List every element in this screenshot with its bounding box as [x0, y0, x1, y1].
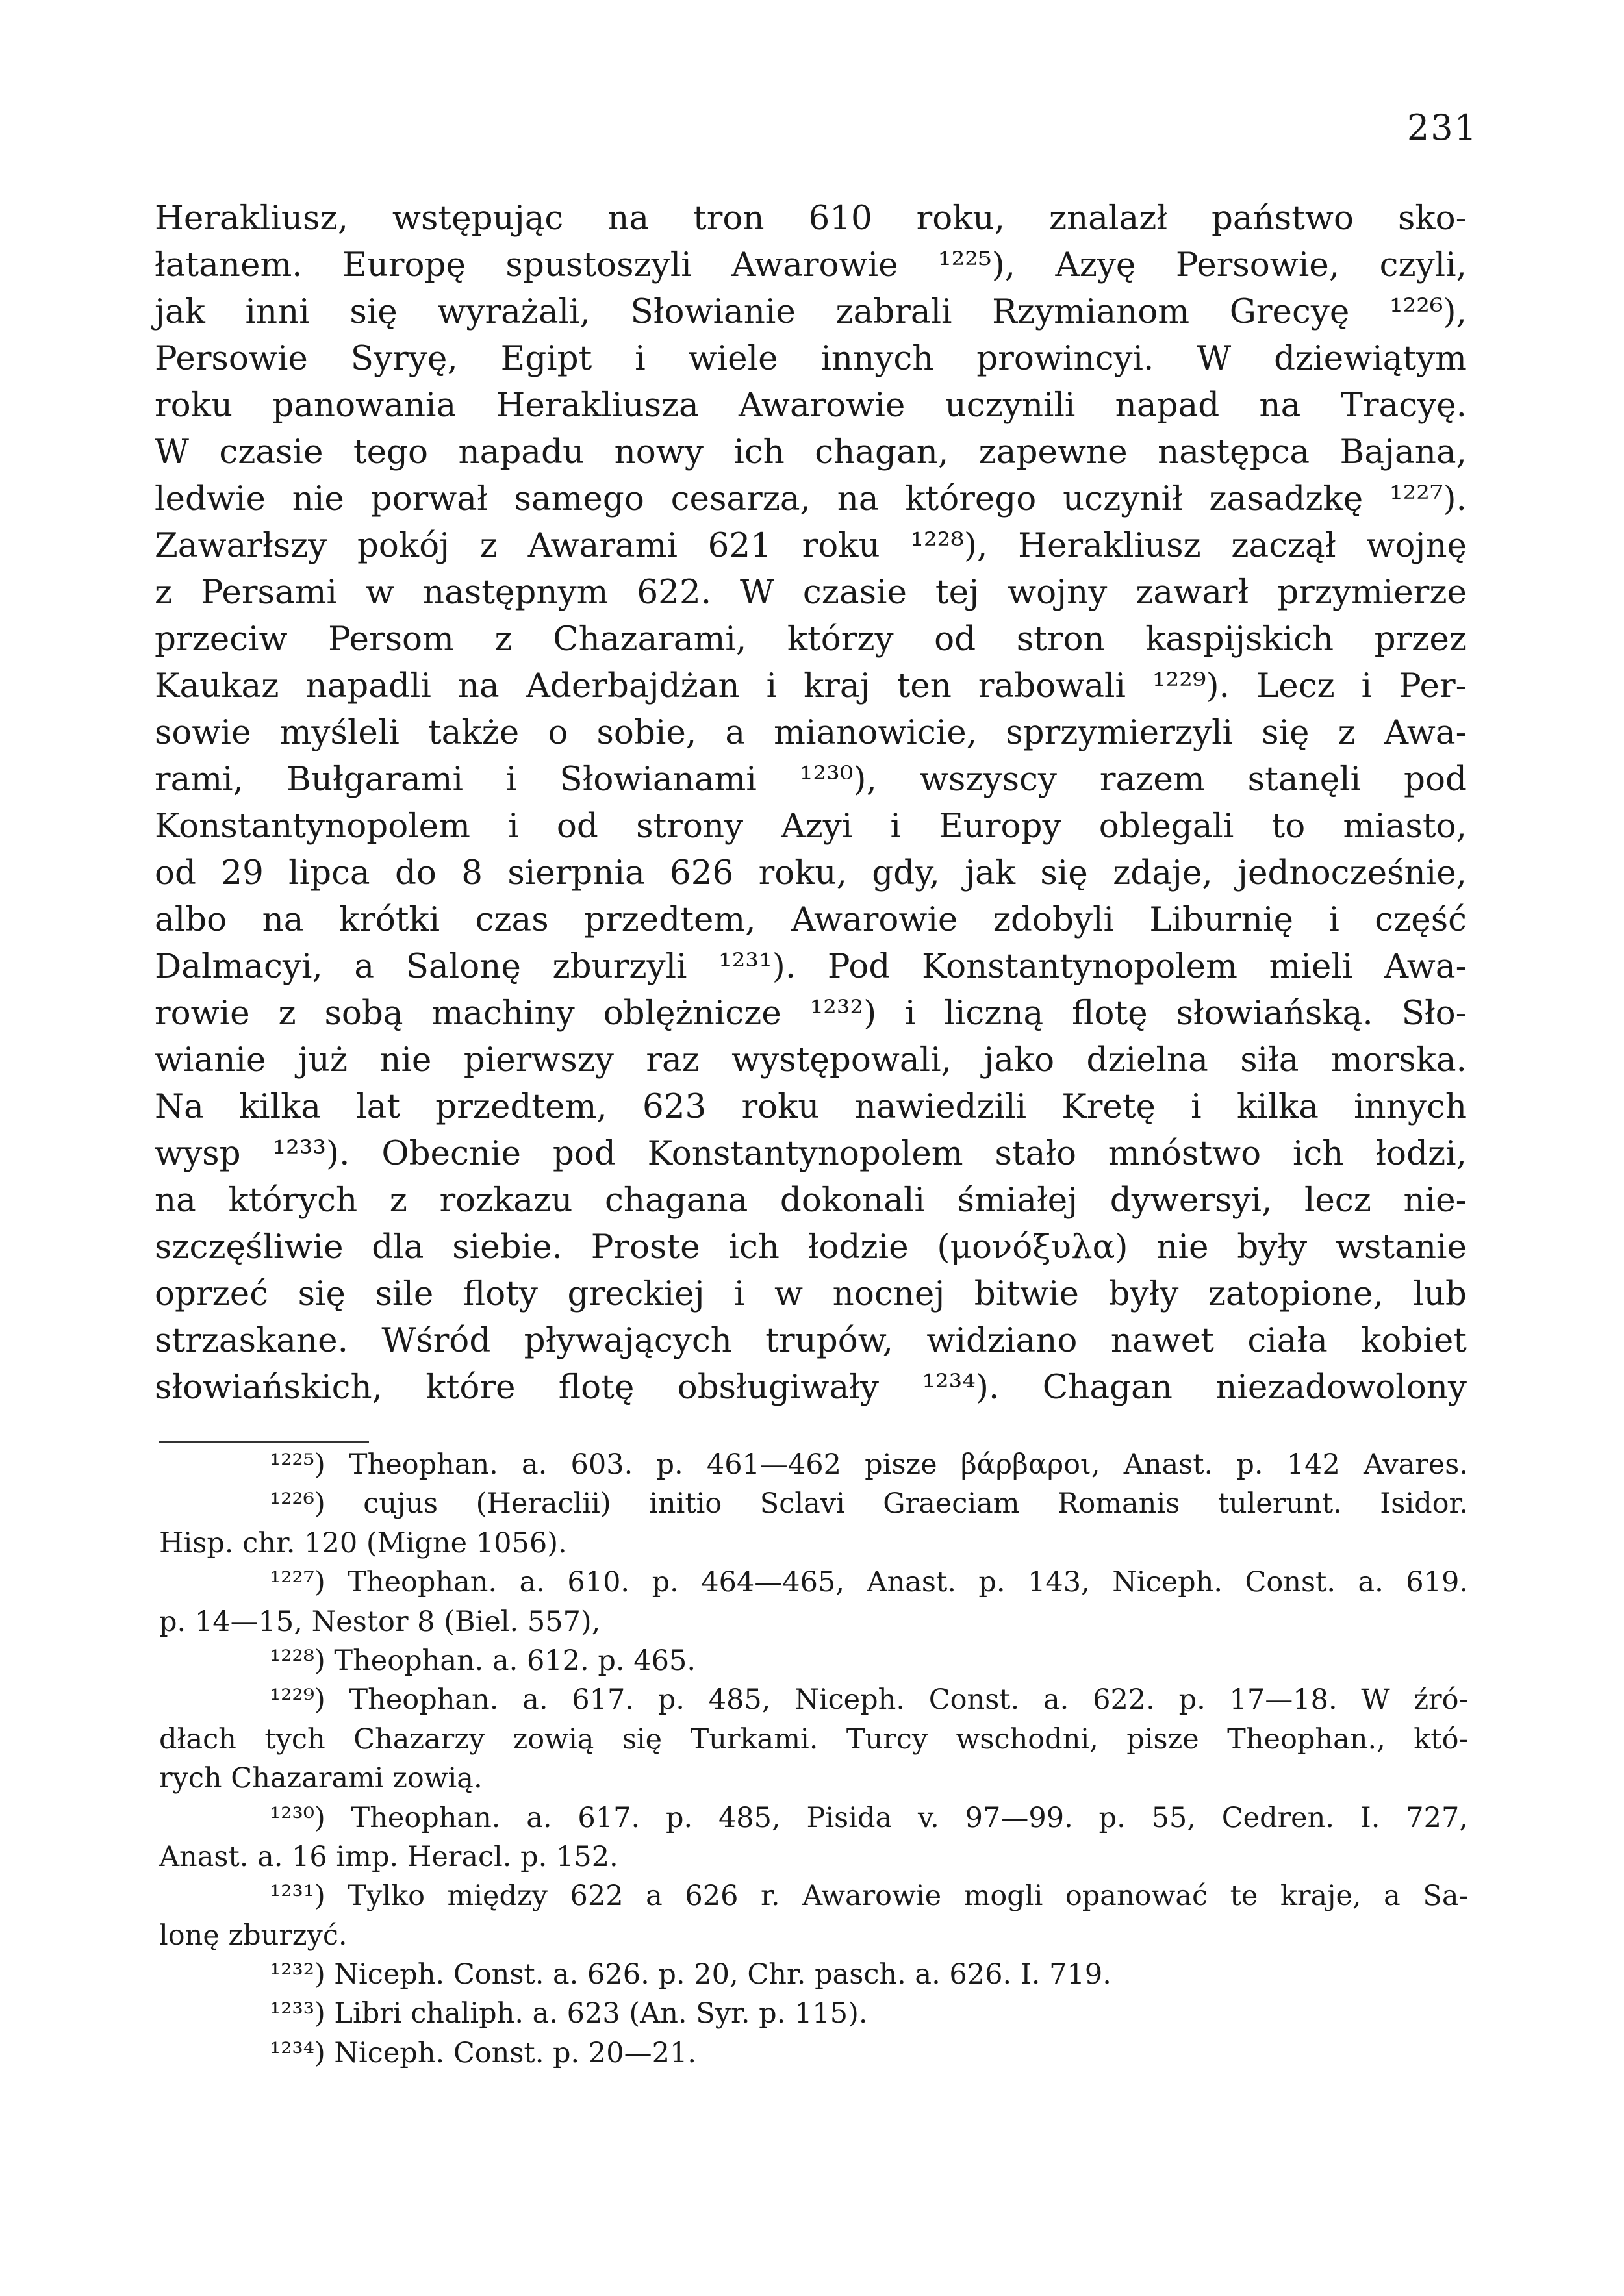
body-line: Kaukaz napadli na Aderbajdżan i kraj ten rabowali ¹²²⁹). Lecz i Per-	[155, 666, 1467, 705]
footnote-line: ¹²³³) Libri chaliph. a. 623 (An. Syr. p. 115).	[270, 1997, 868, 2030]
body-line: Dalmacyi, a Salonę zburzyli ¹²³¹). Pod Konstantynopolem mieli Awa-	[155, 947, 1467, 986]
body-line: Na kilka lat przedtem, 623 roku nawiedzili Kretę i kilka innych	[155, 1087, 1467, 1126]
footnote-line: ¹²²⁹) Theophan. a. 617. p. 485, Niceph. Const. a. 622. p. 17—18. W źró-	[270, 1684, 1468, 1717]
body-line: przeciw Persom z Chazarami, którzy od stron kaspijskich przez	[155, 620, 1467, 659]
body-line: słowiańskich, które flotę obsługiwały ¹²³⁴). Chagan niezadowolony	[155, 1368, 1467, 1407]
footnote-line: Anast. a. 16 imp. Heracl. p. 152.	[159, 1840, 618, 1873]
body-line: W czasie tego napadu nowy ich chagan, zapewne następca Bajana,	[155, 433, 1467, 472]
footnote-line: ¹²²⁶) cujus (Heraclii) initio Sclavi Graeciam Romanis tulerunt. Isidor.	[270, 1487, 1468, 1520]
footnote-line: ¹²³¹) Tylko między 622 a 626 r. Awarowie mogli opanować te kraje, a Sa-	[270, 1880, 1468, 1913]
body-line: od 29 lipca do 8 sierpnia 626 roku, gdy, jak się zdaje, jednocześnie,	[155, 853, 1467, 892]
footnote-line: rych Chazarami zowią.	[159, 1762, 483, 1795]
body-line: wysp ¹²³³). Obecnie pod Konstantynopolem stało mnóstwo ich łodzi,	[155, 1134, 1467, 1173]
body-line: szczęśliwie dla siebie. Proste ich łodzie (μονόξυλα) nie były wstanie	[155, 1228, 1467, 1267]
footnote-line: ¹²²⁸) Theophan. a. 612. p. 465.	[270, 1644, 696, 1677]
body-line: rowie z sobą machiny oblężnicze ¹²³²) i liczną flotę słowiańską. Sło-	[155, 994, 1467, 1033]
body-line: Persowie Syryę, Egipt i wiele innych prowincyi. W dziewiątym	[155, 339, 1467, 378]
body-line: albo na krótki czas przedtem, Awarowie zdobyli Liburnię i część	[155, 900, 1467, 939]
body-line: z Persami w następnym 622. W czasie tej wojny zawarł przymierze	[155, 573, 1467, 612]
page-number: 231	[1406, 107, 1478, 148]
body-line: Konstantynopolem i od strony Azyi i Europy oblegali to miasto,	[155, 807, 1467, 846]
footnotes	[159, 1445, 1468, 2073]
body-line: Zawarłszy pokój z Awarami 621 roku ¹²²⁸), Herakliusz zaczął wojnę	[155, 526, 1467, 565]
footnote-line: ¹²²⁷) Theophan. a. 610. p. 464—465, Anast. p. 143, Niceph. Const. a. 619.	[270, 1566, 1468, 1599]
body-line: strzaskane. Wśród pływających trupów, widziano nawet ciała kobiet	[155, 1321, 1467, 1360]
footnote-line: dłach tych Chazarzy zowią się Turkami. Turcy wschodni, pisze Theophan., któ-	[159, 1722, 1468, 1756]
footnote-line: ¹²³²) Niceph. Const. a. 626. p. 20, Chr. pasch. a. 626. I. 719.	[270, 1958, 1111, 1991]
footnote-separator	[159, 1441, 369, 1443]
footnote-line: lonę zburzyć.	[159, 1919, 348, 1952]
body-line: oprzeć się sile floty greckiej i w nocnej bitwie były zatopione, lub	[155, 1274, 1467, 1313]
body-line: wianie już nie pierwszy raz występowali, jako dzielna siła morska.	[155, 1041, 1467, 1079]
footnote-line: p. 14—15, Nestor 8 (Biel. 557),	[159, 1605, 601, 1638]
footnote-line: ¹²²⁵) Theophan. a. 603. p. 461—462 pisze βάρβαροι, Anast. p. 142 Avares.	[270, 1448, 1468, 1481]
footnote-line: ¹²³⁴) Niceph. Const. p. 20—21.	[270, 2036, 696, 2069]
footnote-line: ¹²³⁰) Theophan. a. 617. p. 485, Pisida v. 97—99. p. 55, Cedren. I. 727,	[270, 1801, 1468, 1834]
body-line: rami, Bułgarami i Słowianami ¹²³⁰), wszyscy razem stanęli pod	[155, 760, 1467, 799]
body-line: Herakliusz, wstępując na tron 610 roku, znalazł państwo sko-	[155, 199, 1467, 238]
body-line: ledwie nie porwał samego cesarza, na którego uczynił zasadzkę ¹²²⁷).	[155, 479, 1467, 518]
main-text	[155, 195, 1467, 1411]
footnote-line: Hisp. chr. 120 (Migne 1056).	[159, 1526, 567, 1559]
body-line: jak inni się wyrażali, Słowianie zabrali Rzymianom Grecyę ¹²²⁶),	[155, 292, 1467, 331]
body-line: sowie myśleli także o sobie, a mianowicie, sprzymierzyli się z Awa-	[155, 713, 1467, 752]
body-line: na których z rozkazu chagana dokonali śmiałej dywersyi, lecz nie-	[155, 1181, 1467, 1220]
body-line: roku panowania Herakliusza Awarowie uczynili napad na Tracyę.	[155, 386, 1467, 425]
body-line: łatanem. Europę spustoszyli Awarowie ¹²²⁵), Azyę Persowie, czyli,	[155, 246, 1467, 284]
